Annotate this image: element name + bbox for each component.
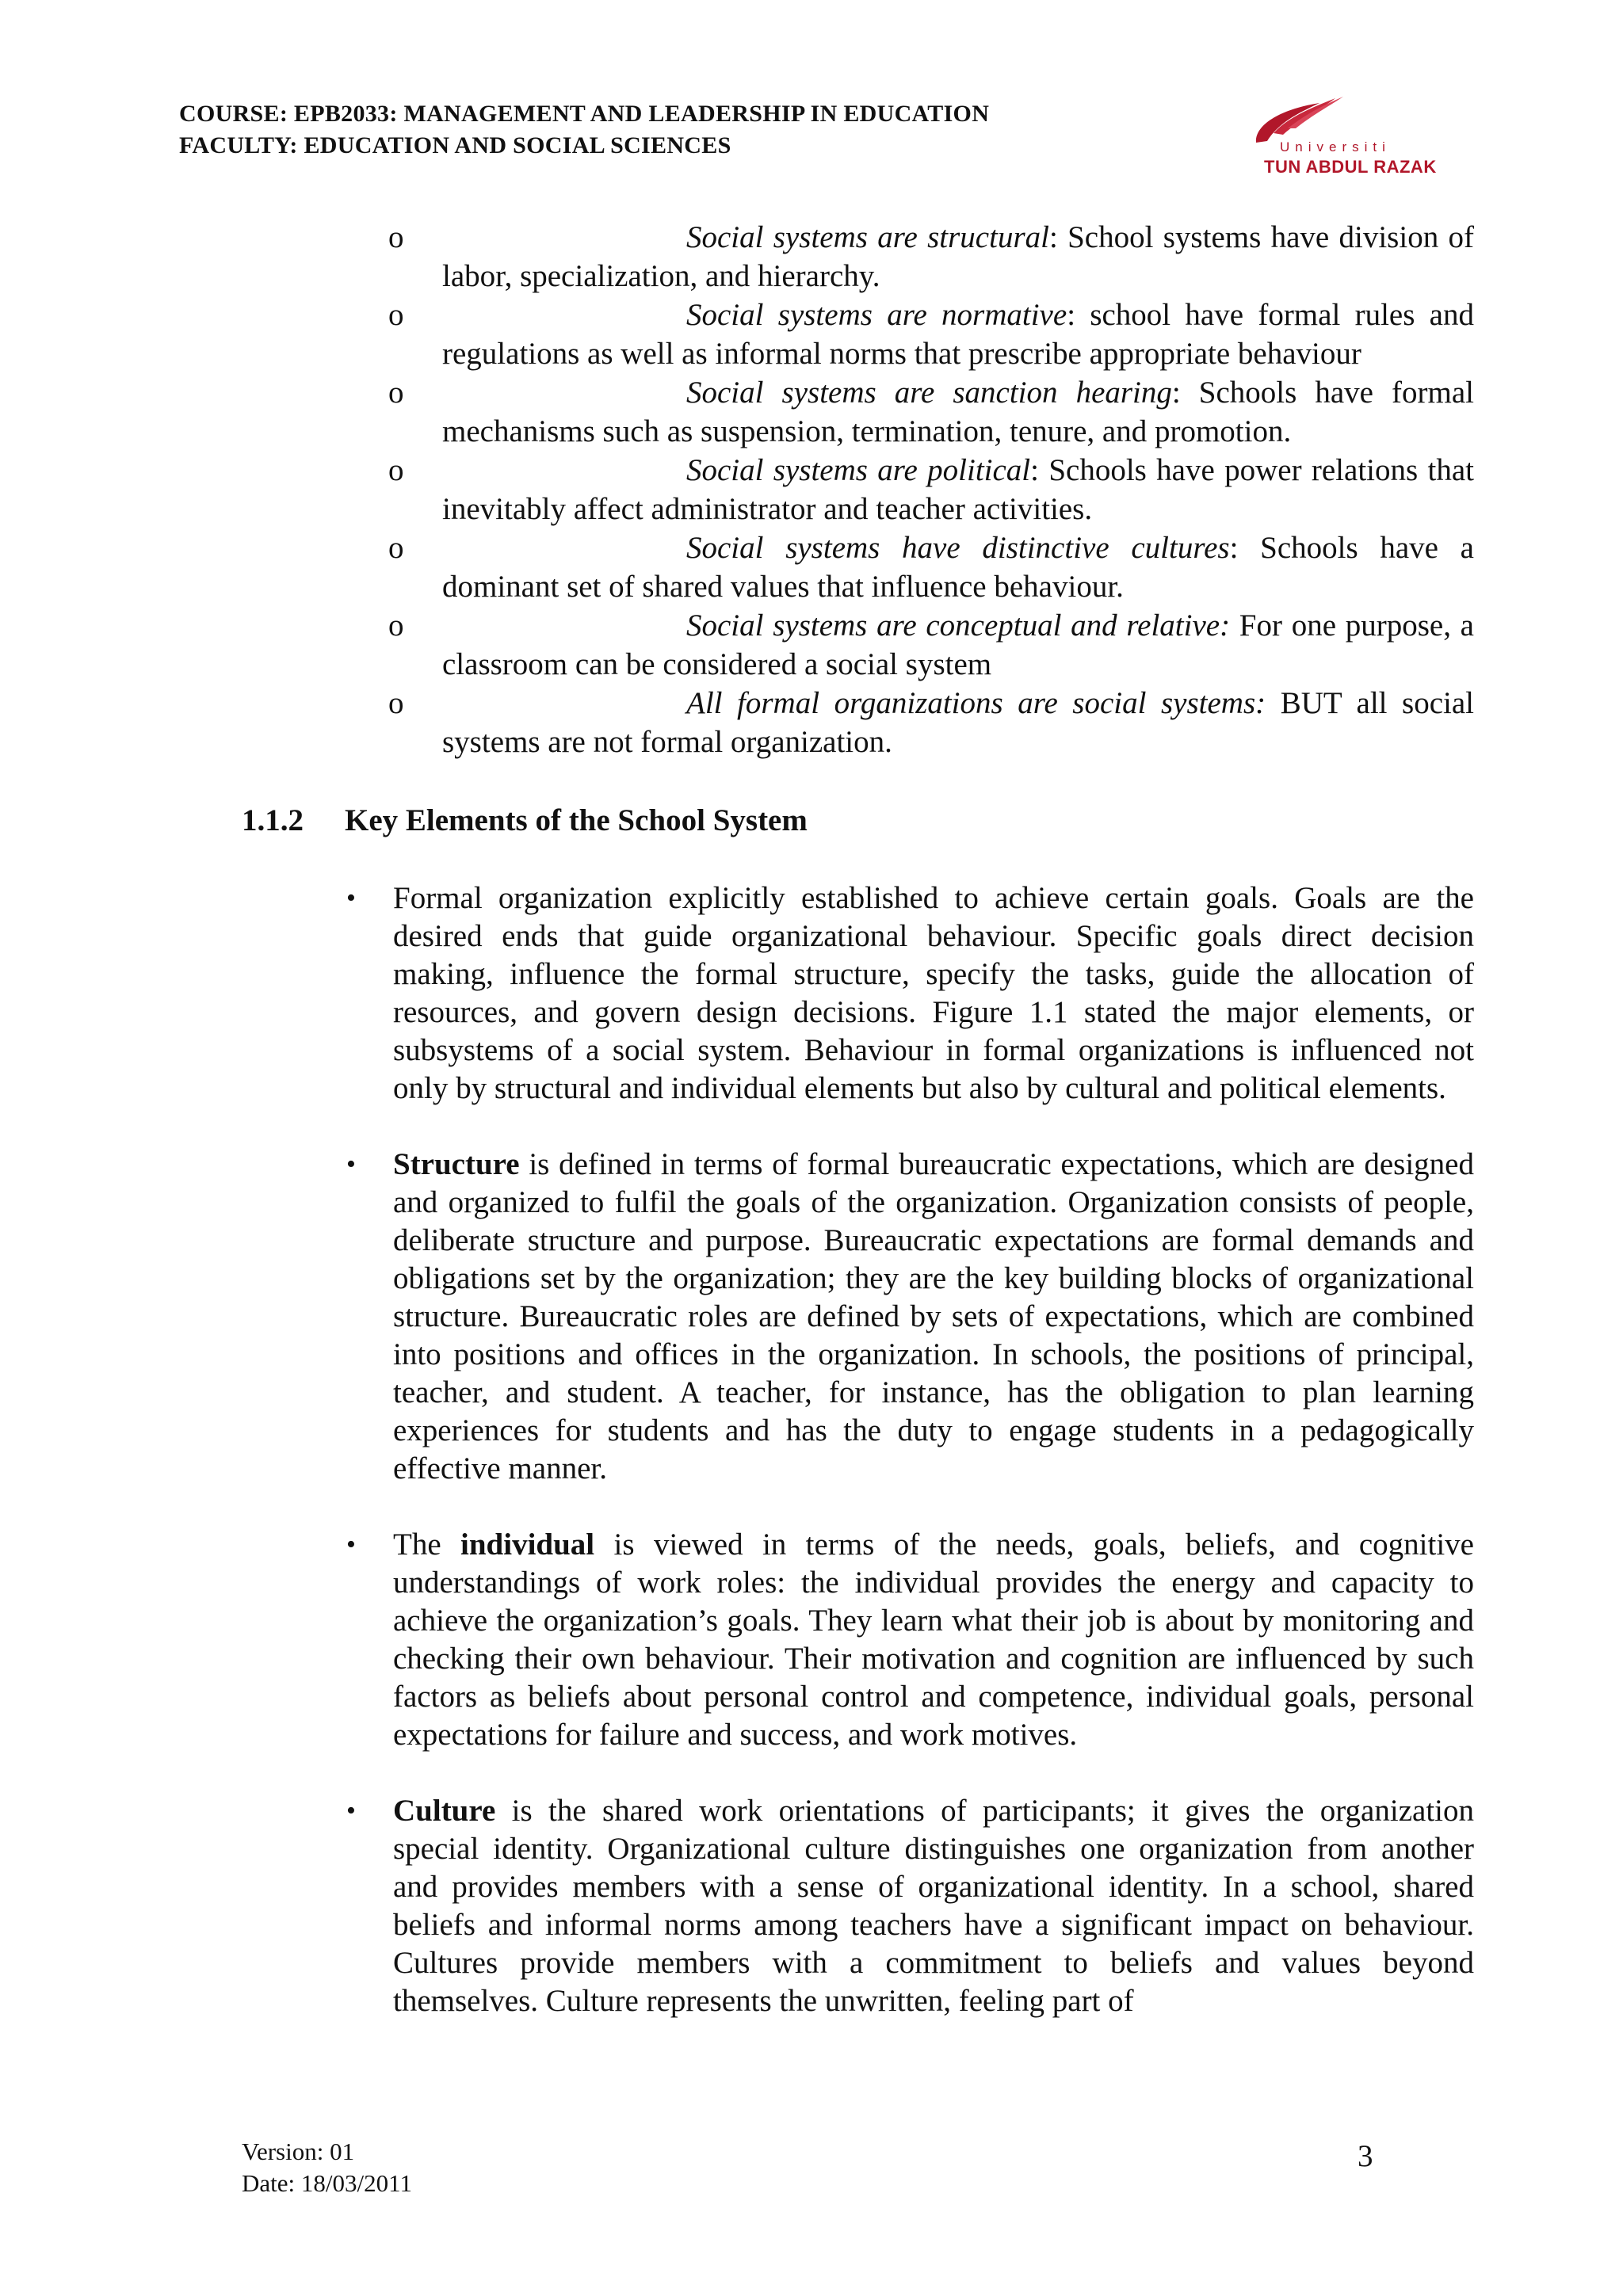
item-term: Social systems are structural bbox=[686, 220, 1049, 254]
list-marker: o bbox=[388, 376, 404, 410]
university-logo bbox=[1232, 93, 1454, 181]
page-number: 3 bbox=[1358, 2139, 1373, 2173]
item-description: BUT all social systems are not formal organization. bbox=[442, 686, 1475, 759]
course-line: COURSE: EPB2033: MANAGEMENT AND LEADERSHIP IN EDUCATION bbox=[179, 101, 990, 127]
list-item bbox=[388, 684, 1475, 761]
key-elements-list bbox=[343, 879, 1474, 2058]
list-marker: o bbox=[388, 220, 404, 254]
item-description: School systems have division of labor, specialization, and hierarchy. bbox=[442, 220, 1474, 293]
logo-universiti-text: Universiti bbox=[1280, 139, 1391, 154]
list-marker: o bbox=[388, 608, 404, 643]
list-item: o Social systems are structural: School systems have division of labor, specialization, and hierarchy. bbox=[393, 218, 1474, 296]
bullet-icon: • bbox=[346, 1150, 356, 1179]
item-term: Social systems have distinctive cultures bbox=[686, 531, 1230, 565]
list-marker: o bbox=[388, 531, 404, 565]
bullet-icon: • bbox=[346, 1530, 356, 1559]
paragraph-text: is defined in terms of formal bureaucratic expectations, which are designed and organized to fulfil the goals of the organization. Organization consists of people, deliberate structure and purpose. Bureaucratic expectations are formal demands and obligations set by the organization; they are the key building blocks of organizational structure. Bureaucratic roles are defined by sets of expectations, which are combined into positions and offices in the organization. In schools, the positions of principal, teacher, and student. A teacher, for instance, has the obligation to plan learning experiences for students and has the duty to engage students in a pedagogically effective manner. bbox=[393, 1147, 1474, 1486]
date-text: Date: 18/03/2011 bbox=[242, 2169, 412, 2197]
item-description: Schools have a dominant set of shared values that influence behaviour. bbox=[442, 531, 1474, 604]
paragraph-text: is the shared work orientations of participants; it gives the organization special identity. Organizational culture distinguishes one organization from another and provides members with a sense of organizational identity. In a school, shared beliefs and informal norms among teachers have a significant impact on behaviour. Cultures provide members with a commitment to beliefs and values beyond themselves. Culture represents the unwritten, feeling part of bbox=[393, 1794, 1474, 2018]
document-footer bbox=[242, 2136, 412, 2199]
term-individual: individual bbox=[460, 1527, 595, 1562]
item-description: school have formal rules and regulations as well as informal norms that prescribe appropriate behaviour bbox=[442, 298, 1474, 371]
list-marker: o bbox=[388, 686, 404, 720]
logo-university-name: TUN ABDUL RAZAK bbox=[1264, 157, 1437, 177]
item-term: Social systems are normative bbox=[686, 298, 1067, 332]
item-term: Social systems are political bbox=[686, 453, 1031, 487]
item-description: Schools have power relations that inevitably affect administrator and teacher activities. bbox=[442, 453, 1474, 526]
paragraph-text: is viewed in terms of the needs, goals, beliefs, and cognitive understandings of work roles: the individual provides the energy and capacity to achieve the organization’s goals. They learn what their job is about by monitoring and checking their own behaviour. Their motivation and cognition are influenced by such factors as beliefs about personal control and competence, individual goals, personal expectations for failure and success, and work motives. bbox=[393, 1527, 1474, 1752]
list-item: o Social systems have distinctive cultures: Schools have a dominant set of shared values that influence behaviour. bbox=[393, 528, 1474, 606]
list-marker: o bbox=[388, 453, 404, 487]
list-item: o Social systems are normative: school have formal rules and regulations as well as informal norms that prescribe appropriate behaviour bbox=[393, 296, 1474, 373]
bullet-paragraph: • The individual is viewed in terms of the needs, goals, beliefs, and cognitive understandings of work roles: the individual provides the energy and capacity to achieve the organization’s goals. They learn what their job is about by monitoring and checking their own behaviour. Their motivation and cognition are influenced by such factors as beliefs about personal control and competence, individual goals, personal expectations for failure and success, and work motives. bbox=[346, 1527, 1474, 1752]
list-item: o Social systems are political: Schools have power relations that inevitably affect administrator and teacher activities. bbox=[393, 451, 1474, 528]
faculty-line: FACULTY: EDUCATION AND SOCIAL SCIENCES bbox=[179, 132, 731, 158]
list-item: o Social systems are sanction hearing: Schools have formal mechanisms such as suspension, termination, tenure, and promotion. bbox=[393, 373, 1474, 451]
list-marker: o bbox=[388, 298, 404, 332]
bullet-paragraph bbox=[343, 1146, 1474, 1488]
term-structure: Structure bbox=[393, 1147, 520, 1181]
version-text: Version: 01 bbox=[242, 2138, 355, 2165]
item-description: For one purpose, a classroom can be considered a social system bbox=[442, 608, 1474, 681]
paragraph-text: Formal organization explicitly established to achieve certain goals. Goals are the desired ends that guide organizational behaviour. Specific goals direct decision making, influence the formal structure, specify the tasks, guide the allocation of resources, and govern design decisions. Figure 1.1 stated the major elements, or subsystems of a social system. Behaviour in formal organizations is influenced not only by structural and individual elements but also by cultural and political elements. bbox=[393, 881, 1474, 1105]
item-description: Schools have formal mechanisms such as suspension, termination, tenure, and promotion. bbox=[442, 376, 1475, 448]
item-term: Social systems are conceptual and relative: bbox=[686, 608, 1231, 643]
bullet-paragraph bbox=[343, 1792, 1474, 2020]
item-term: All formal organizations are social systems: bbox=[686, 686, 1266, 720]
section-number: 1.1.2 bbox=[242, 803, 304, 837]
bullet-icon: • bbox=[346, 1796, 356, 1825]
item-term: Social systems are sanction hearing bbox=[686, 376, 1172, 410]
bullet-paragraph bbox=[343, 879, 1474, 1108]
section-heading bbox=[242, 803, 808, 838]
social-systems-list bbox=[388, 218, 1475, 761]
bullet-icon: • bbox=[346, 883, 356, 913]
list-item bbox=[388, 606, 1474, 684]
document-header bbox=[179, 98, 1415, 162]
term-culture: Culture bbox=[393, 1794, 496, 1828]
section-title: Key Elements of the School System bbox=[345, 803, 808, 837]
